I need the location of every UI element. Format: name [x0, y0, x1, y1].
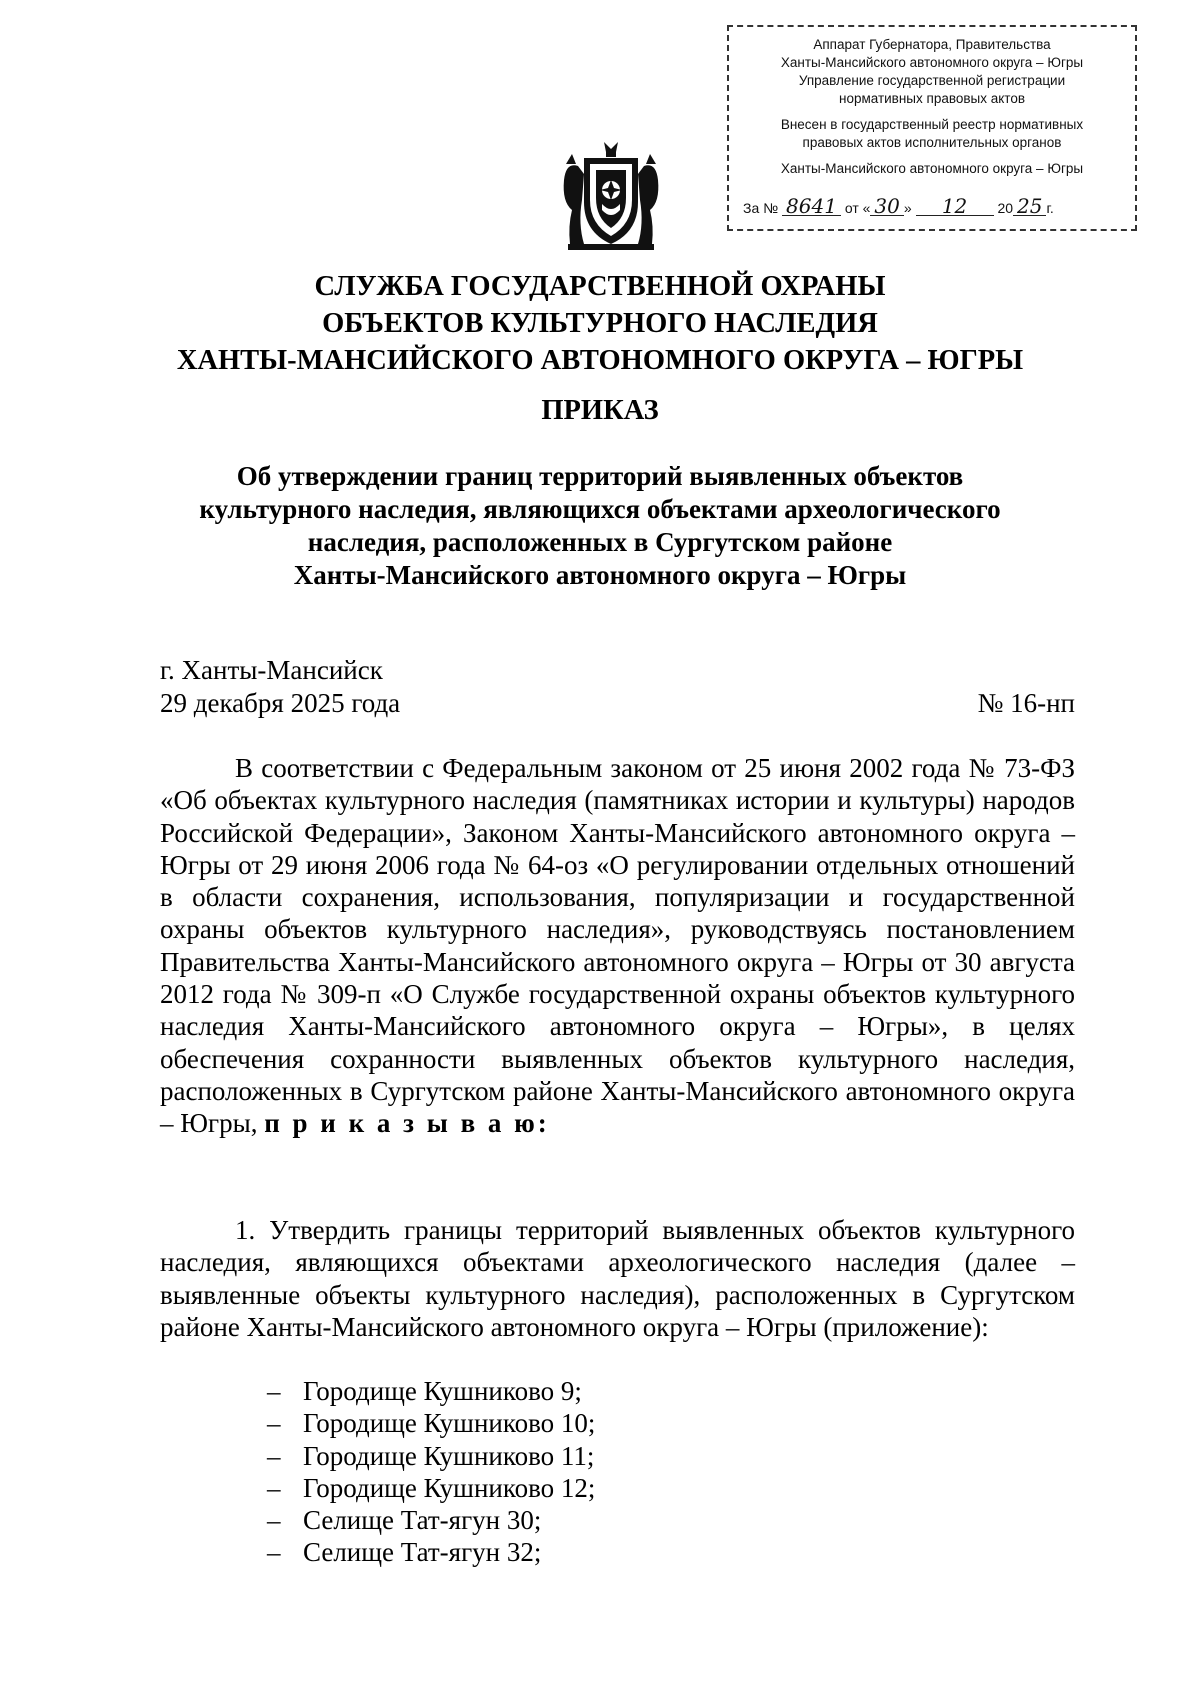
item-1-paragraph	[160, 1214, 1075, 1343]
list-item	[267, 1472, 595, 1504]
list-item	[267, 1407, 595, 1439]
list-dash: –	[267, 1537, 281, 1568]
list-item-text: Селище Тат-ягун 32;	[303, 1537, 542, 1568]
org-line: ОБЪЕКТОВ КУЛЬТУРНОГО НАСЛЕДИЯ	[322, 308, 878, 339]
stamp-month: 12	[916, 197, 994, 216]
list-dash: –	[267, 1440, 281, 1471]
document-subject	[100, 460, 1100, 592]
list-item-text: Городище Кушниково 10;	[303, 1408, 596, 1439]
list-dash: –	[267, 1376, 281, 1406]
stamp-year: 25	[1013, 197, 1046, 216]
stamp-line: нормативных правовых актов	[838, 91, 1026, 106]
stamp-day: 30	[870, 197, 903, 216]
stamp-reg-number: 8641	[782, 197, 841, 216]
stamp-from-label: от «	[844, 200, 871, 216]
org-line: СЛУЖБА ГОСУДАРСТВЕННОЙ ОХРАНЫ	[314, 271, 886, 302]
list-item-text: Городище Кушниково 9;	[303, 1376, 582, 1406]
document-number: № 16-нп	[977, 688, 1075, 718]
stamp-year-suffix: г.	[1046, 200, 1054, 216]
list-item	[267, 1440, 595, 1472]
list-item	[267, 1536, 595, 1568]
organization-name	[100, 268, 1100, 379]
subject-line: Об утверждении границ территорий выявленных объектов	[236, 461, 964, 491]
document-date: 29 декабря 2025 года	[160, 688, 401, 718]
document-type: ПРИКАЗ	[541, 395, 659, 426]
list-dash: –	[267, 1505, 281, 1536]
stamp-line: Внесен в государственный реестр нормативных	[780, 117, 1084, 132]
stamp-line: Управление государственной регистрации	[798, 73, 1066, 88]
stamp-registration-line	[743, 194, 1127, 218]
subject-line: наследия, расположенных в Сургутском районе	[307, 527, 893, 557]
coat-of-arms-icon	[560, 140, 662, 252]
list-item	[267, 1375, 595, 1407]
subject-line: Ханты-Мансийского автономного округа – Югры	[293, 560, 907, 590]
stamp-year-prefix: 20	[997, 200, 1014, 216]
list-item	[267, 1504, 595, 1536]
preamble-paragraph	[160, 752, 1075, 1140]
preamble-text: В соответствии с Федеральным законом от 25 июня 2002 года № 73-ФЗ «Об объектах культурного наследия (памятниках истории и культуры) народов Российской Федерации», Законом Ханты-Мансийского автономного округа – Югры от 29 июня 2006 года № 64-оз «О регулировании отдельных отношений в области сохранения, использования, популяризации и государственной охраны объектов культурного наследия», руководствуясь постановлением Правительства Ханты-Мансийского автономного округа – Югры от 30 августа 2012 года № 309-п «О Службе государственной охраны объектов культурного наследия Ханты-Мансийского автономного округа – Югры», в целях обеспечения сохранности выявленных объектов культурного наследия, расположенных в Сургутском районе Ханты-Мансийского автономного округа – Югры,	[160, 753, 1075, 1139]
stamp-line: Ханты-Мансийского автономного округа – Югры	[780, 161, 1084, 176]
list-item-text: Селище Тат-ягун 30;	[303, 1505, 542, 1536]
stamp-day-close: »	[903, 200, 912, 216]
list-item-text: Городище Кушниково 11;	[303, 1440, 595, 1471]
list-dash: –	[267, 1472, 281, 1503]
stamp-reg-prefix: За №	[743, 200, 779, 216]
objects-list	[267, 1375, 595, 1569]
registration-stamp	[727, 25, 1137, 231]
stamp-line: правовых актов исполнительных органов	[802, 135, 1062, 150]
item-1-text: 1. Утвердить границы территорий выявленных объектов культурного наследия, являющихся объектами археологического наследия (далее – выявленные объекты культурного наследия), расположенных в Сургутском районе Ханты-Мансийского автономного округа – Югры (приложение):	[160, 1215, 1075, 1342]
subject-line: культурного наследия, являющихся объектами археологического	[199, 494, 1001, 524]
document-place: г. Ханты-Мансийск	[160, 655, 383, 685]
org-line: ХАНТЫ-МАНСИЙСКОГО АВТОНОМНОГО ОКРУГА – ЮГРЫ	[176, 345, 1024, 376]
order-word: п р и к а з ы в а ю:	[264, 1108, 550, 1139]
stamp-line: Аппарат Губернатора, Правительства	[813, 37, 1051, 52]
list-dash: –	[267, 1408, 281, 1439]
stamp-line: Ханты-Мансийского автономного округа – Югры	[780, 55, 1084, 70]
list-item-text: Городище Кушниково 12;	[303, 1472, 596, 1503]
